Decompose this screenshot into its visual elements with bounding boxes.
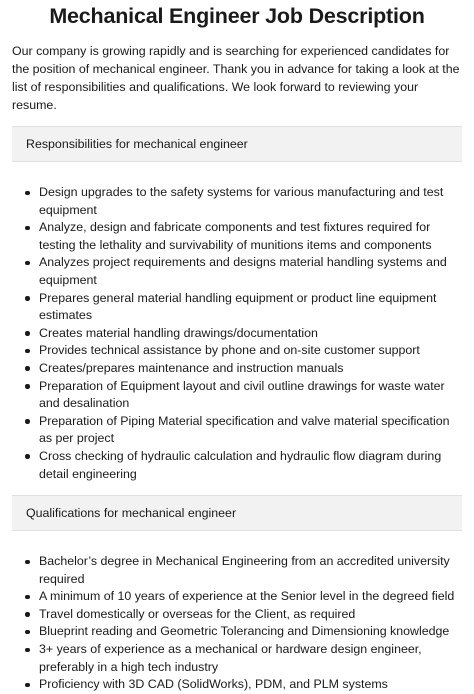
responsibilities-list (12, 184, 462, 483)
list-item: Provides technical assistance by phone and on-site customer support (12, 342, 462, 360)
list-item: Cross checking of hydraulic calculation and hydraulic flow diagram during detail engineering (12, 448, 462, 483)
list-item: Analyzes project requirements and designs material handling systems and equipment (12, 254, 462, 289)
list-item: Preparation of Equipment layout and civil outline drawings for waste water and desalination (12, 378, 462, 413)
list-item: Blueprint reading and Geometric Tolerancing and Dimensioning knowledge (12, 623, 462, 641)
qualifications-heading: Qualifications for mechanical engineer (12, 495, 462, 531)
list-item: Design upgrades to the safety systems for various manufacturing and test equipment (12, 184, 462, 219)
list-item: Bachelor’s degree in Mechanical Engineering from an accredited university required (12, 553, 462, 588)
qualifications-list (12, 553, 462, 694)
list-item: Creates material handling drawings/documentation (12, 325, 462, 343)
page-title: Mechanical Engineer Job Description (49, 4, 425, 28)
list-item: Preparation of Piping Material specification and valve material specification as per project (12, 413, 462, 448)
list-item: Creates/prepares maintenance and instruction manuals (12, 360, 462, 378)
list-item: Prepares general material handling equipment or product line equipment estimates (12, 290, 462, 325)
list-item: Proficiency with 3D CAD (SolidWorks), PDM, and PLM systems (12, 676, 462, 694)
list-item: Analyze, design and fabricate components and test fixtures required for testing the lethality and survivability of munitions items and components (12, 219, 462, 254)
list-item: Travel domestically or overseas for the Client, as required (12, 606, 462, 624)
list-item: 3+ years of experience as a mechanical or hardware design engineer, preferably in a high tech industry (12, 641, 462, 676)
intro-paragraph: Our company is growing rapidly and is searching for experienced candidates for the position of mechanical engineer. Thank you in advance for taking a look at the list of responsibilities and qualifications. We look forward to reviewing your resume. (12, 44, 460, 112)
responsibilities-heading: Responsibilities for mechanical engineer (12, 126, 462, 162)
list-item: A minimum of 10 years of experience at the Senior level in the degreed field (12, 588, 462, 606)
